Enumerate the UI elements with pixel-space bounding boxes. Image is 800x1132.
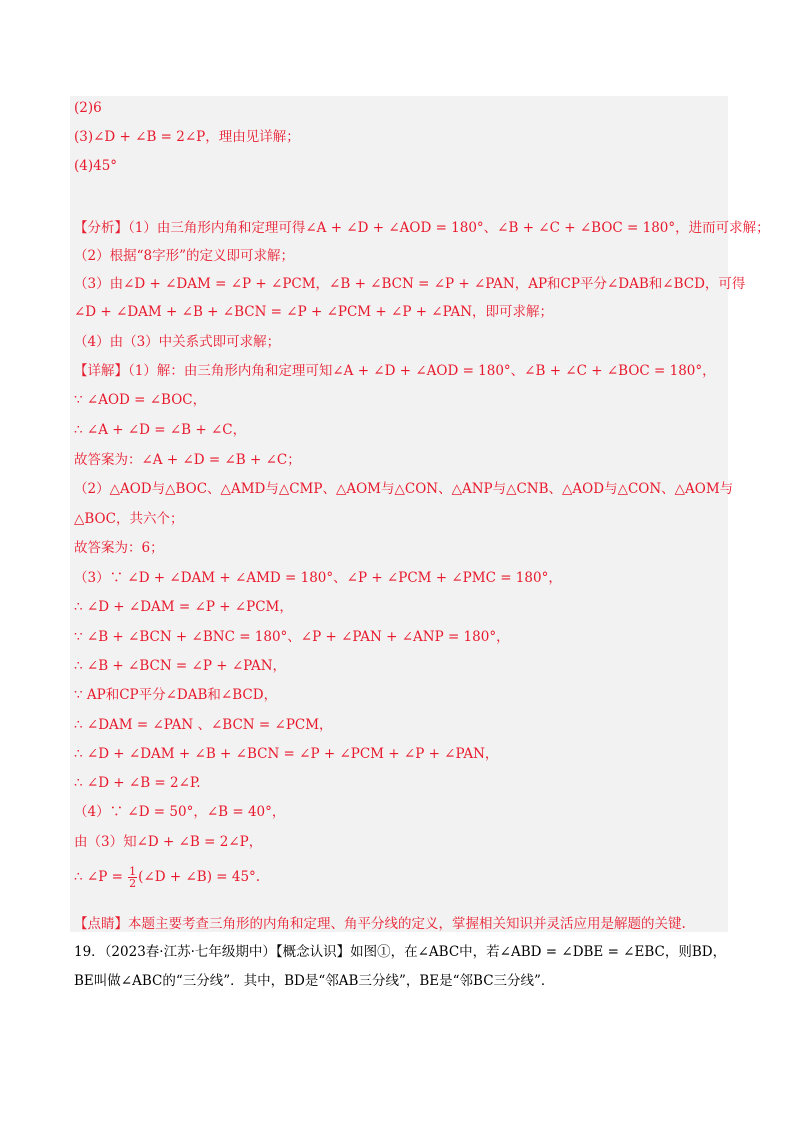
answer-4: (4)45° xyxy=(74,158,118,174)
analysis-line-4: ∠D + ∠DAM + ∠B + ∠BCN = ∠P + ∠PCM + ∠P + ∠PAN，即可求解； xyxy=(74,304,554,320)
detail-line-15: ∴ ∠D + ∠B = 2∠P. xyxy=(74,775,201,791)
detail-line-1: 【详解】（1）解：由三角形内角和定理可知∠A + ∠D + ∠AOD = 180°、∠B + ∠C + ∠BOC = 180°， xyxy=(74,363,716,379)
detail-line-12: ∵ AP和CP平分∠DAB和∠BCD， xyxy=(74,687,278,703)
detail-line-4: 故答案为：∠A + ∠D = ∠B + ∠C； xyxy=(74,452,301,468)
detail-line-13: ∴ ∠DAM = ∠PAN 、∠BCN = ∠PCM， xyxy=(74,717,333,733)
question-19-line-2: BE叫做∠ABC的“三分线”．其中，BD是“邻AB三分线”，BE是“邻BC三分线”． xyxy=(74,973,555,989)
detail-line-5: （2）△AOD与△BOC、△AMD与△CMP、△AOM与△CON、△ANP与△CNB、△AOD与△CON、△AOM与 xyxy=(74,481,734,497)
detail-line-17: 由（3）知∠D + ∠B = 2∠P， xyxy=(74,834,263,850)
detail-line-18-suffix: (∠D + ∠B) = 45°. xyxy=(138,869,261,885)
analysis-line-5: （4）由（3）中关系式即可求解； xyxy=(74,334,281,350)
detail-line-14: ∴ ∠D + ∠DAM + ∠B + ∠BCN = ∠P + ∠PCM + ∠P + ∠PAN， xyxy=(74,746,499,762)
answer-2: (2)6 xyxy=(74,100,102,116)
answer-3: (3)∠D + ∠B = 2∠P，理由见详解； xyxy=(74,129,300,145)
detail-line-18-prefix: ∴ ∠P = xyxy=(74,869,128,885)
comment-line: 【点睛】本题主要考查三角形的内角和定理、角平分线的定义，掌握相关知识并灵活应用是解题的关键. xyxy=(74,916,686,932)
detail-line-16: （4）∵ ∠D = 50°，∠B = 40°， xyxy=(74,804,286,820)
fraction-numerator: 1 xyxy=(129,865,137,878)
detail-line-8: （3）∵ ∠D + ∠DAM + ∠AMD = 180°、∠P + ∠PCM + ∠PMC = 180°， xyxy=(74,570,562,586)
detail-line-9: ∴ ∠D + ∠DAM = ∠P + ∠PCM， xyxy=(74,599,293,615)
fraction-half xyxy=(128,866,137,889)
question-19-line-1: 19．（2023春·江苏·七年级期中）【概念认识】如图①，在∠ABC中，若∠ABD = ∠DBE = ∠EBC，则BD， xyxy=(74,944,727,960)
detail-line-10: ∵ ∠B + ∠BCN + ∠BNC = 180°、∠P + ∠PAN + ∠ANP = 180°， xyxy=(74,629,510,645)
analysis-line-1: 【分析】（1）由三角形内角和定理可得∠A + ∠D + ∠AOD = 180°、∠B + ∠C + ∠BOC = 180°，进而可求解； xyxy=(74,220,770,236)
detail-line-6: △BOC，共六个； xyxy=(74,511,184,527)
analysis-line-2: （2）根据“8字形”的定义即可求解； xyxy=(74,248,294,264)
detail-line-18 xyxy=(74,866,260,889)
analysis-line-3: （3）由∠D + ∠DAM = ∠P + ∠PCM，∠B + ∠BCN = ∠P + ∠PAN，AP和CP平分∠DAB和∠BCD，可得 xyxy=(74,276,746,292)
detail-line-7: 故答案为：6； xyxy=(74,540,164,556)
detail-line-2: ∵ ∠AOD = ∠BOC， xyxy=(74,392,207,408)
detail-line-11: ∴ ∠B + ∠BCN = ∠P + ∠PAN， xyxy=(74,658,287,674)
fraction-denominator: 2 xyxy=(129,877,137,890)
detail-line-3: ∴ ∠A + ∠D = ∠B + ∠C， xyxy=(74,422,247,438)
